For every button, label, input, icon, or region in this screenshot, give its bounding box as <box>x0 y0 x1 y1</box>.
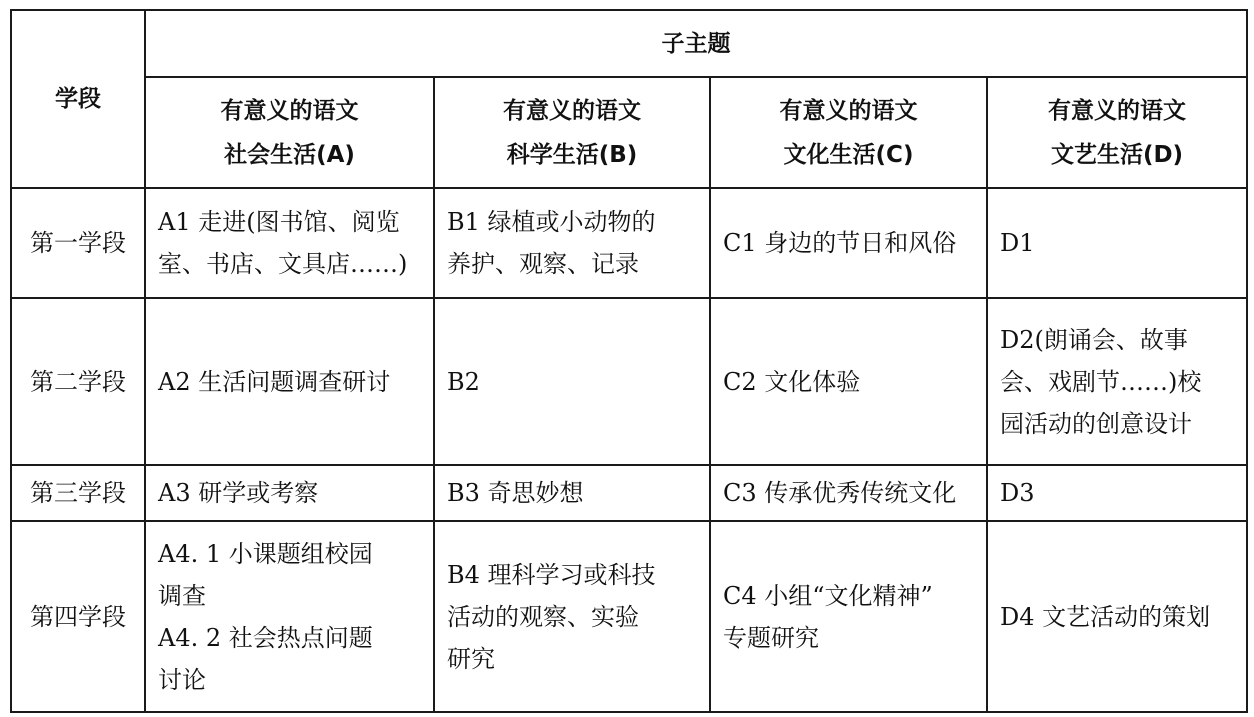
stage-cell: 第四学段 <box>11 521 145 712</box>
subtopic-group-header: 子主题 <box>145 10 1247 77</box>
cell-line: 专题研究 <box>723 623 819 652</box>
column-header-line: 有意义的语文 <box>220 97 359 124</box>
header-row-top <box>11 10 1247 77</box>
column-header-b <box>434 77 710 188</box>
column-header-line: 有意义的语文 <box>779 97 918 124</box>
cell-d <box>987 521 1247 712</box>
cell-c <box>710 521 987 712</box>
cell-line: 研究 <box>447 644 495 673</box>
cell-line: C3 传承优秀传统文化 <box>723 479 957 507</box>
table-row <box>11 298 1247 465</box>
cell-a <box>145 188 434 298</box>
stage-cell: 第一学段 <box>11 188 145 298</box>
cell-line: A4. 2 社会热点问题 <box>158 623 373 652</box>
cell-line: A2 生活问题调查研讨 <box>158 367 391 396</box>
cell-line: 活动的观察、实验 <box>447 602 639 631</box>
cell-d <box>987 465 1247 521</box>
column-header-a <box>145 77 434 188</box>
cell-line: A1 走进(图书馆、阅览 <box>158 208 400 236</box>
table-row <box>11 521 1247 712</box>
cell-line: C4 小组“文化精神” <box>723 581 933 610</box>
cell-line: B3 奇思妙想 <box>447 479 584 507</box>
column-header-line: 文艺生活(D) <box>1050 141 1184 168</box>
cell-b <box>434 188 710 298</box>
cell-b <box>434 465 710 521</box>
cell-line: 讨论 <box>158 665 206 694</box>
cell-d <box>987 298 1247 465</box>
cell-c <box>710 298 987 465</box>
column-header-line: 科学生活(B) <box>506 141 638 168</box>
stage-cell: 第二学段 <box>11 298 145 465</box>
cell-line: C2 文化体验 <box>723 367 861 396</box>
stage-header: 学段 <box>11 10 145 188</box>
column-header-line: 社会生活(A) <box>224 141 355 168</box>
cell-line: 室、书店、文具店……) <box>158 250 408 278</box>
cell-line: B4 理科学习或科技 <box>447 560 656 589</box>
cell-c <box>710 465 987 521</box>
cell-c <box>710 188 987 298</box>
cell-line: B1 绿植或小动物的 <box>447 208 656 236</box>
cell-b <box>434 298 710 465</box>
column-header-line: 有意义的语文 <box>503 97 641 124</box>
column-header-line: 文化生活(C) <box>783 141 914 168</box>
cell-b <box>434 521 710 712</box>
column-header-c <box>710 77 987 188</box>
cell-line: 园活动的创意设计 <box>1000 409 1192 438</box>
cell-line: D1 <box>1000 229 1035 257</box>
cell-a <box>145 521 434 712</box>
cell-line: B2 <box>447 367 480 396</box>
cell-line: D3 <box>1000 479 1035 507</box>
curriculum-table-wrapper <box>10 9 1246 711</box>
cell-a <box>145 465 434 521</box>
header-row-columns <box>11 77 1247 188</box>
table-row <box>11 188 1247 298</box>
table-row <box>11 465 1247 521</box>
cell-line: A3 研学或考察 <box>158 479 319 507</box>
cell-a <box>145 298 434 465</box>
cell-line: D4 文艺活动的策划 <box>1000 602 1211 631</box>
cell-line: 调查 <box>158 581 206 610</box>
cell-line: D2(朗诵会、故事 <box>1000 325 1188 354</box>
subtopic-table <box>10 9 1248 713</box>
stage-cell: 第三学段 <box>11 465 145 521</box>
cell-line: C1 身边的节日和风俗 <box>723 229 957 257</box>
cell-line: 养护、观察、记录 <box>447 250 639 278</box>
column-header-d <box>987 77 1247 188</box>
cell-d <box>987 188 1247 298</box>
cell-line: 会、戏剧节……)校 <box>1000 367 1202 396</box>
cell-line: A4. 1 小课题组校园 <box>158 539 373 568</box>
column-header-line: 有意义的语文 <box>1048 97 1186 124</box>
